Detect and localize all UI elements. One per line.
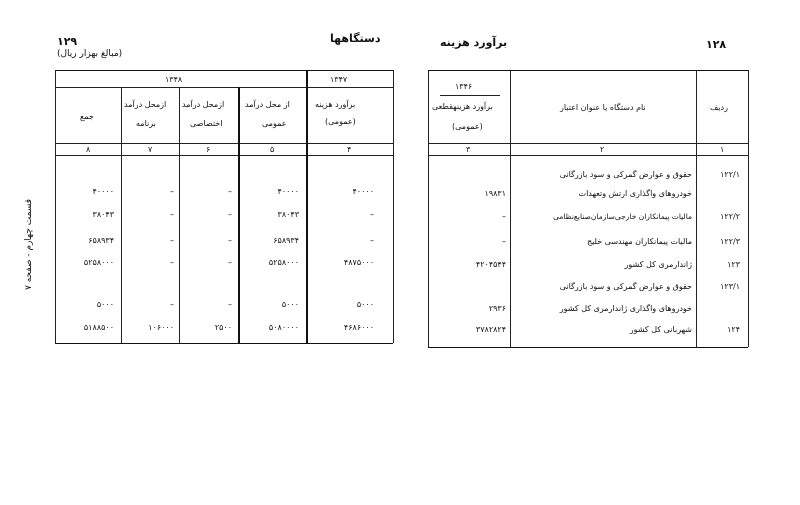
year-1348-label: ۱۳۴۸ — [165, 75, 183, 84]
table-row-amount: ۳۷۸۲۸۲۴ — [475, 325, 506, 334]
table-row-amount: – — [502, 212, 506, 221]
table-row-name: حقوق و عوارض گمرکی و سود بازرگانی — [559, 282, 692, 291]
table-row-c4: – — [370, 236, 374, 245]
table-row-name: شهربانی کل کشور — [629, 325, 692, 334]
col4-header: برآورد هزینه — [315, 100, 356, 109]
table-row-amount: ۴۲۰۴۵۴۴ — [475, 260, 506, 269]
col2-header: نام دستگاه یا عنوان اعتبار — [560, 103, 646, 112]
table-row-c5: ۴۰۰۰۰ — [277, 187, 299, 196]
table-row-c8: ۳۸۰۴۳ — [92, 210, 114, 219]
year-1347-label: ۱۳۴۷ — [330, 75, 348, 84]
col-number-7: ۷ — [148, 145, 153, 154]
table-row-c5: ۵۲۵۸۰۰۰ — [268, 258, 299, 267]
table-row-c7: – — [170, 187, 174, 196]
table-row-c8: ۴۰۰۰۰ — [92, 187, 114, 196]
col-number-8: ۸ — [86, 145, 91, 154]
table-row-name: حقوق و عوارض گمرکی و سود بازرگانی — [559, 170, 692, 179]
table-row-c4: ۴۸۷۵۰۰۰ — [343, 258, 374, 267]
right-running-title: برآورد هزینه — [440, 36, 508, 49]
table-row-c4: ۴۰۰۰۰ — [352, 187, 374, 196]
table-row-amount: ۲۹۳۶ — [488, 304, 506, 313]
col5-header-sub: عمومی — [262, 119, 287, 128]
table-row-c5: ۵۰۰۰ — [281, 300, 299, 309]
table-row-c5: ۶۵۸۹۳۴ — [273, 236, 299, 245]
table-row-c4: ۴۶۸۶۰۰۰ — [343, 323, 374, 332]
table-row-name: مالیات پیمانکاران مهندسی خلیج — [586, 237, 692, 246]
col-number-1: ۱ — [720, 145, 725, 154]
table-row-id: ۱۲۳/۱ — [720, 282, 740, 291]
table-row-name: مالیات پیمانکاران خارجی‌سازمان‌صنایع‌نظامی — [553, 212, 692, 221]
left-side-note: قسمت چهارم - صفحه ۷ — [24, 198, 34, 290]
table-row-c6: – — [228, 210, 232, 219]
col7-header: ازمحل درآمد — [124, 100, 167, 109]
table-row-c8: ۶۵۸۹۳۴ — [88, 236, 114, 245]
left-running-title: دستگاهها — [330, 32, 381, 45]
left-page-number: ۱۲۹ — [57, 35, 78, 48]
table-row-c8: ۵۱۸۸۵۰۰ — [83, 323, 114, 332]
table-row-id: ۱۲۲/۱ — [720, 170, 740, 179]
table-row-c5: ۵۰۸۰۰۰۰ — [268, 323, 299, 332]
table-row-id: ۱۲۳ — [727, 260, 740, 269]
table-row-name: خودروهای واگذاری ارتش وتعهدات — [578, 189, 692, 198]
table-row-name: ژاندارمری کل کشور — [624, 260, 692, 269]
col-number-6: ۶ — [206, 145, 211, 154]
table-row-c6: – — [228, 258, 232, 267]
col-number-2: ۲ — [600, 145, 605, 154]
col3-year: ۱۳۴۶ — [455, 82, 473, 91]
col3-header: برآورد هزینهقطعی — [432, 102, 493, 111]
table-row-c8: ۵۰۰۰ — [96, 300, 114, 309]
col3-header-sub: (عمومی) — [452, 122, 483, 131]
table-row-amount: ۱۹۸۳۱ — [484, 189, 506, 198]
col6-header: ازمحل درآمد — [182, 100, 225, 109]
table-row-c5: ۳۸۰۴۳ — [277, 210, 299, 219]
table-row-c7: – — [170, 236, 174, 245]
col4-header-sub: (عمومی) — [325, 117, 356, 126]
table-row-c4: ۵۰۰۰ — [356, 300, 374, 309]
table-row-c7: ۱۰۶۰۰۰ — [148, 323, 174, 332]
table-row-c7: – — [170, 300, 174, 309]
col1-header: ردیف — [710, 103, 728, 112]
table-row-c4: – — [370, 210, 374, 219]
col5-header: از محل درآمد — [245, 100, 290, 109]
col-number-3: ۳ — [466, 145, 471, 154]
col7-header-sub: برنامه — [136, 119, 156, 128]
col6-header-sub: اختصاصی — [190, 119, 223, 128]
col-number-4: ۴ — [347, 145, 352, 154]
table-row-id: ۱۲۲/۳ — [720, 237, 740, 246]
col-number-5: ۵ — [270, 145, 275, 154]
table-row-id: ۱۲۲/۲ — [720, 212, 740, 221]
table-row-c6: – — [228, 236, 232, 245]
table-row-c7: – — [170, 210, 174, 219]
table-row-c6: – — [228, 300, 232, 309]
table-row-c8: ۵۲۵۸۰۰۰ — [83, 258, 114, 267]
table-row-c7: – — [170, 258, 174, 267]
left-subtitle: (مبالغ بهزار ریال) — [57, 49, 123, 59]
table-row-name: خودروهای واگذاری ژاندارمری کل کشور — [559, 304, 692, 313]
table-row-c6: ۲۵۰۰ — [214, 323, 232, 332]
col8-header: جمع — [80, 112, 94, 121]
right-page-number: ۱۲۸ — [706, 38, 727, 51]
table-row-amount: – — [502, 237, 506, 246]
table-row-c6: – — [228, 187, 232, 196]
table-row-id: ۱۲۴ — [727, 325, 740, 334]
